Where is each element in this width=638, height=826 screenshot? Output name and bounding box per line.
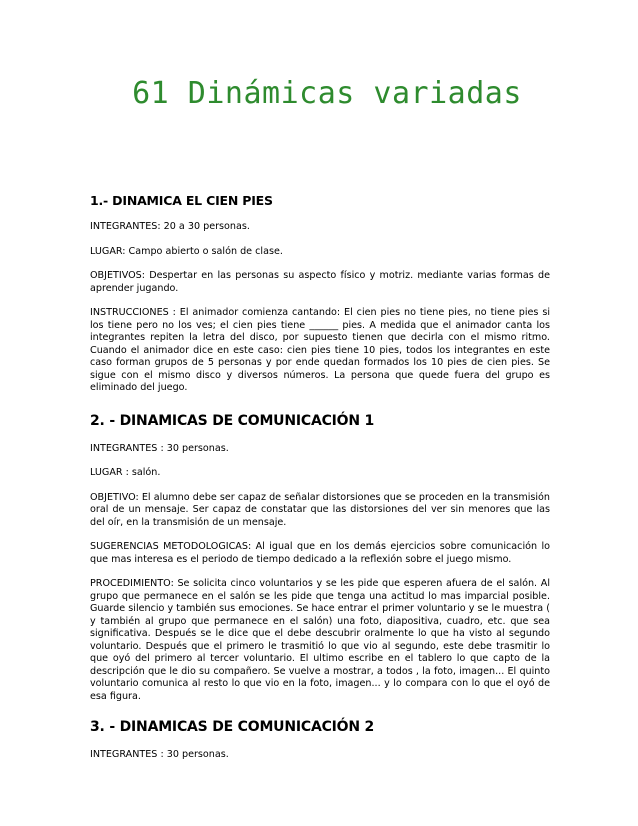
section-cien-pies [90, 193, 550, 395]
integrantes-text: INTEGRANTES : 30 personas. [90, 749, 229, 760]
objetivos-text: OBJETIVOS: Despertar en las personas su aspecto físico y motriz. mediante varias formas de aprender jugando. [90, 270, 550, 294]
procedimiento-text: PROCEDIMIENTO: Se solicita cinco voluntarios y se les pide que esperen afuera de el salón. Al grupo que permanece en el salón se les pide que tenga una actitud lo mas imparcial posible. Guarde silencio y también sus emociones. Se hace entrar el primer voluntario y se le muestra ( y también al grupo que permanece en el salón) una foto, diapositiva, cuadro, etc. que sea significativa. Después se le dice que el debe descubrir oralmente lo que ha visto al segundo voluntario. Después que el primero le trasmitió lo que vio al segundo, este debe trasmitir lo que oyó del primero al tercer voluntario. El ultimo escribe en el tablero lo que capto de la descripción que le dio su compañero. Se vuelve a mostrar, a todos , la foto, imagen... El quinto voluntario comunica al resto lo que vio en la foto, imagen... y lo compara con lo que el oyó de esa figura. [90, 578, 550, 702]
section-heading: 2. - DINAMICAS DE COMUNICACIÓN 1 [90, 412, 375, 429]
section-heading: 3. - DINAMICAS DE COMUNICACIÓN 2 [90, 719, 375, 735]
section-heading: 1.- DINAMICA EL CIEN PIES [90, 193, 273, 208]
instrucciones-text: INSTRUCCIONES : El animador comienza cantando: El cien pies no tiene pies, no tiene pies si los tiene pero no los ves; el cien pies tiene ______ pies. A medida que el animador canta los integrantes repiten la letra del disco, por supuesto tienen que decirla con el mismo ritmo. Cuando el animador dice en este caso: cien pies tiene 10 pies, todos los integrantes en este caso forman grupos de 5 personas y por ende quedan formados los 10 pies de cien pies. Se sigue con el mismo disco y diversos números. La persona que quede fuera del grupo es eliminado del juego. [90, 307, 550, 393]
section-comunicacion-2 [90, 719, 550, 762]
objetivo-text: OBJETIVO: El alumno debe ser capaz de señalar distorsiones que se proceden en la transmisión oral de un mensaje. Ser capaz de constatar que las distorsiones del ver sin menores que las del oír, en la transmisión de un mensaje. [90, 491, 550, 528]
integrantes-text: INTEGRANTES: 20 a 30 personas. [90, 221, 250, 232]
lugar-text: LUGAR : salón. [90, 467, 161, 478]
document-page [90, 0, 550, 762]
lugar-text: LUGAR: Campo abierto o salón de clase. [90, 245, 283, 257]
sugerencias-text: SUGERENCIAS METODOLOGICAS: Al igual que en los demás ejercicios sobre comunicación lo que mas interesa es el periodo de tiempo dedicado a la reflexión sobre el juego mismo. [90, 541, 550, 565]
integrantes-text: INTEGRANTES : 30 personas. [90, 442, 229, 454]
document-title: 61 Dinámicas variadas [132, 76, 522, 111]
section-comunicacion-1 [90, 413, 550, 704]
